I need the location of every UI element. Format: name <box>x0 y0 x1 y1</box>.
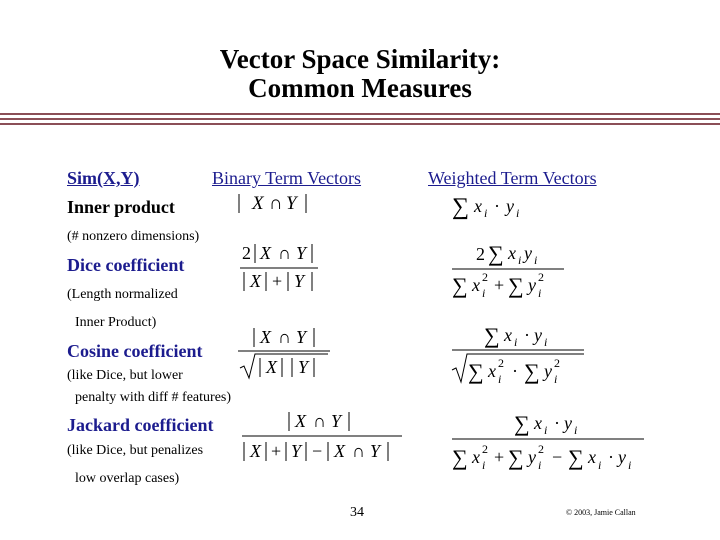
svg-text:i: i <box>628 458 632 472</box>
svg-text:x: x <box>588 447 596 467</box>
svg-text:x: x <box>508 243 516 263</box>
svg-text:Y: Y <box>291 441 302 461</box>
svg-text:X: X <box>250 271 261 291</box>
copyright-notice: © 2003, Jamie Callan <box>566 508 636 517</box>
svg-text:2: 2 <box>476 244 485 264</box>
note-cosine-1: (like Dice, but lower <box>67 368 183 383</box>
formula-cosine-binary <box>236 322 336 387</box>
svg-text:Y: Y <box>294 271 305 291</box>
svg-text:∩: ∩ <box>278 243 291 263</box>
svg-text:∑: ∑ <box>452 194 470 220</box>
measure-inner-product: Inner product <box>67 197 175 217</box>
svg-text:i: i <box>554 372 558 386</box>
title-rule-middle <box>0 118 720 120</box>
svg-text:i: i <box>538 458 542 472</box>
note-cosine-2: penalty with diff # features) <box>75 390 232 405</box>
note-inner-product: (# nonzero dimensions) <box>67 229 200 244</box>
svg-text:X: X <box>250 441 261 461</box>
header-sim: Sim(X,Y) <box>67 168 140 188</box>
svg-text:X: X <box>252 193 264 214</box>
svg-text:Y: Y <box>370 441 381 461</box>
svg-text:y: y <box>524 243 532 263</box>
formula-dice-weighted <box>450 238 570 307</box>
svg-text:X: X <box>334 441 345 461</box>
formula-jackard-weighted <box>450 408 650 481</box>
svg-text:+: + <box>272 271 283 291</box>
svg-text:Y: Y <box>296 327 307 347</box>
svg-text:2: 2 <box>554 356 560 370</box>
svg-text:x: x <box>534 413 542 433</box>
svg-text:y: y <box>528 447 536 467</box>
svg-text:·: · <box>512 361 518 381</box>
svg-text:x: x <box>474 196 482 216</box>
slide-title-line-1: Vector Space Similarity: <box>219 44 501 74</box>
svg-text:i: i <box>514 335 518 349</box>
svg-text:2: 2 <box>538 270 544 284</box>
svg-text:∩: ∩ <box>313 411 326 431</box>
svg-text:+: + <box>494 275 505 295</box>
svg-text:∩: ∩ <box>278 327 291 347</box>
svg-text:2: 2 <box>538 442 544 456</box>
formula-inner-product-weighted <box>450 190 540 229</box>
svg-text:∑: ∑ <box>484 323 500 348</box>
svg-text:·: · <box>524 325 530 345</box>
svg-text:∑: ∑ <box>508 445 524 470</box>
svg-text:2: 2 <box>482 270 488 284</box>
svg-text:y: y <box>544 361 552 381</box>
note-jackard-2: low overlap cases) <box>75 471 180 486</box>
svg-text:∩: ∩ <box>352 441 365 461</box>
formula-jackard-binary <box>238 406 408 471</box>
header-binary-term-vectors: Binary Term Vectors <box>212 168 362 188</box>
svg-text:Y: Y <box>298 357 309 377</box>
svg-text:y: y <box>528 275 536 295</box>
svg-text:i: i <box>516 206 520 220</box>
svg-text:x: x <box>504 325 512 345</box>
formula-inner-product-binary <box>236 188 316 223</box>
svg-text:y: y <box>564 413 572 433</box>
title-rule-bottom <box>0 123 720 125</box>
svg-text:i: i <box>574 423 578 437</box>
svg-text:Y: Y <box>331 411 342 431</box>
svg-text:i: i <box>544 335 548 349</box>
formula-dice-binary <box>238 238 328 303</box>
svg-text:−: − <box>312 441 323 461</box>
page-number: 34 <box>350 505 364 520</box>
svg-text:Y: Y <box>286 193 297 214</box>
svg-text:i: i <box>484 206 488 220</box>
svg-text:2: 2 <box>482 442 488 456</box>
svg-text:X: X <box>260 243 271 263</box>
svg-text:x: x <box>472 447 480 467</box>
svg-text:+: + <box>271 441 282 461</box>
svg-text:i: i <box>598 458 602 472</box>
svg-text:∑: ∑ <box>514 411 530 436</box>
svg-text:i: i <box>498 372 502 386</box>
svg-text:x: x <box>488 361 496 381</box>
header-weighted-term-vectors: Weighted Term Vectors <box>428 168 597 188</box>
svg-text:y: y <box>534 325 542 345</box>
note-dice-1: (Length normalized <box>67 287 178 302</box>
svg-text:∩: ∩ <box>269 193 283 214</box>
svg-text:·: · <box>608 447 614 467</box>
svg-text:∑: ∑ <box>568 445 584 470</box>
svg-text:−: − <box>552 447 563 467</box>
svg-text:i: i <box>544 423 548 437</box>
measure-cosine: Cosine coefficient <box>67 341 203 361</box>
slide-title-line-2: Common Measures <box>248 73 472 103</box>
measure-dice: Dice coefficient <box>67 255 185 275</box>
note-jackard-1: (like Dice, but penalizes <box>67 443 204 458</box>
svg-text:2: 2 <box>242 243 251 263</box>
svg-text:∑: ∑ <box>488 241 504 266</box>
svg-text:2: 2 <box>498 356 504 370</box>
svg-text:∑: ∑ <box>508 273 524 298</box>
svg-text:i: i <box>482 286 486 300</box>
note-dice-2: Inner Product) <box>75 315 157 330</box>
svg-text:∑: ∑ <box>452 273 468 298</box>
title-rule-top <box>0 113 720 115</box>
svg-text:i: i <box>482 458 486 472</box>
formula-cosine-weighted <box>450 320 590 393</box>
svg-text:X: X <box>266 357 277 377</box>
svg-text:+: + <box>494 447 505 467</box>
svg-text:X: X <box>260 327 271 347</box>
svg-text:∑: ∑ <box>468 359 484 384</box>
svg-text:i: i <box>538 286 542 300</box>
svg-text:i: i <box>534 253 538 267</box>
svg-text:∑: ∑ <box>452 445 468 470</box>
svg-text:y: y <box>506 196 514 216</box>
svg-text:i: i <box>518 253 522 267</box>
svg-text:·: · <box>494 196 500 216</box>
svg-text:·: · <box>554 413 560 433</box>
svg-text:y: y <box>618 447 626 467</box>
svg-text:Y: Y <box>296 243 307 263</box>
svg-text:x: x <box>472 275 480 295</box>
svg-text:∑: ∑ <box>524 359 540 384</box>
measure-jackard: Jackard coefficient <box>67 415 214 435</box>
svg-text:X: X <box>295 411 306 431</box>
